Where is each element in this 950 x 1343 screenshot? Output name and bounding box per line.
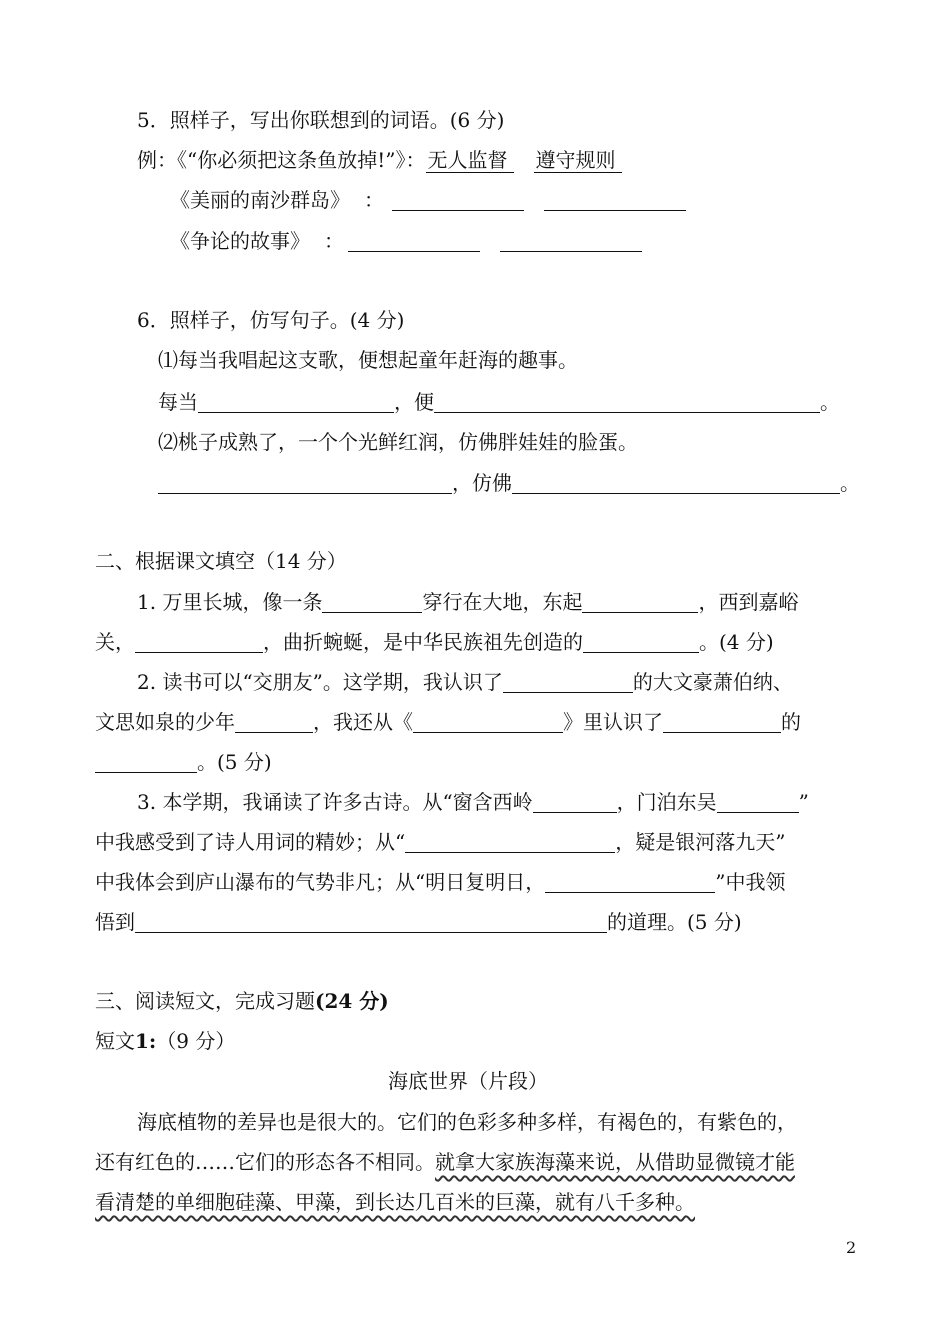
sec2-q1-blank-3[interactable] xyxy=(135,632,263,653)
sec2-q1-text-b: 穿行在大地，东起 xyxy=(422,590,583,614)
q6-rewrite-2-blank-2[interactable] xyxy=(512,473,840,494)
q5-example-answer-2: 遵守规则 xyxy=(534,150,622,173)
q6-rewrite-1-prefix: 每当 xyxy=(158,390,198,414)
sec2-q1-text-d: 关， xyxy=(95,630,135,654)
q5-item-2-blank-2[interactable] xyxy=(500,231,642,252)
sec2-q2-blank-1[interactable] xyxy=(503,672,633,693)
section-3-score: (24 分) xyxy=(315,989,389,1013)
q5-item-2-label: 《争论的故事》 xyxy=(170,229,310,253)
q5-item-1-blank-1[interactable] xyxy=(392,190,524,211)
sec2-q3-text-c: ” xyxy=(798,790,809,814)
sec2-q2-blank-4[interactable] xyxy=(663,712,781,733)
q5-example-answer-1: 无人监督 xyxy=(426,150,514,173)
q5-item-1-blank-2[interactable] xyxy=(544,190,686,211)
sec2-q3-text-g: ”中我领 xyxy=(715,870,786,894)
section-2-title: 二、根据课文填空（14 分） xyxy=(95,549,347,573)
sec2-q2-text-d: ，我还从《 xyxy=(313,710,413,734)
sec2-q2-text-c: 文思如泉的少年 xyxy=(95,710,235,734)
sec2-q1-text-c: ，西到嘉峪 xyxy=(698,590,799,614)
q6-rewrite-2-blank-1[interactable] xyxy=(158,473,452,494)
q5-item-2-blank-1[interactable] xyxy=(348,231,480,252)
q5-example xyxy=(137,150,622,173)
sec2-q2-blank-2[interactable] xyxy=(235,712,313,733)
passage-1-title: 海底世界（片段） xyxy=(388,1069,548,1093)
sec2-q3-blank-2[interactable] xyxy=(717,792,799,813)
q5-title: 5．照样子，写出你联想到的词语。(6 分) xyxy=(137,108,505,132)
sec2-q3-text-a: 3. 本学期，我诵读了许多古诗。从“窗含西岭 xyxy=(137,790,533,814)
sec2-q1-text-e: ，曲折蜿蜒，是中华民族祖先创造的 xyxy=(263,630,583,654)
sec2-q3-line-4 xyxy=(95,912,742,933)
q6-rewrite-1-blank-2[interactable] xyxy=(434,392,820,413)
q5-item-1 xyxy=(170,190,686,211)
sec2-q1-blank-4[interactable] xyxy=(583,632,699,653)
q6-rewrite-1-period: 。 xyxy=(820,390,840,414)
sec2-q2-text-b: 的大文豪萧伯纳、 xyxy=(632,670,793,694)
section-3-title xyxy=(95,991,389,1011)
sec2-q3-line-1 xyxy=(137,792,809,813)
sec2-q1-blank-1[interactable] xyxy=(322,592,422,613)
sec2-q1-line-1 xyxy=(137,592,798,613)
sec2-q2-line-3 xyxy=(95,752,272,773)
sec2-q3-blank-1[interactable] xyxy=(533,792,617,813)
sec2-q3-text-e: ，疑是银河落九天” xyxy=(615,830,786,854)
sec2-q1-text-a: 1. 万里长城，像一条 xyxy=(137,590,323,614)
q6-rewrite-1-blank-1[interactable] xyxy=(198,392,394,413)
q6-rewrite-1-mid: ，便 xyxy=(394,390,434,414)
passage-1-para-line-2 xyxy=(95,1152,795,1172)
sec2-q2-blank-5[interactable] xyxy=(95,752,197,773)
passage-1-number: 1: xyxy=(135,1029,157,1053)
passage-1-text-underlined-2: 看清楚的单细胞硅藻、甲藻，到长达几百米的巨藻，就有八千多种。 xyxy=(95,1190,695,1214)
sec2-q3-text-f: 中我体会到庐山瀑布的气势非凡；从“明日复明日， xyxy=(95,870,546,894)
sec2-q3-text-h: 悟到 xyxy=(95,910,135,934)
passage-1-score: （9 分） xyxy=(156,1029,236,1053)
sec2-q2-text-a: 2. 读书可以“交朋友”。这学期，我认识了 xyxy=(137,670,503,694)
passage-1-text-plain: 还有红色的……它们的形态各不相同。 xyxy=(95,1150,435,1174)
sec2-q1-score: 。(4 分) xyxy=(699,630,774,654)
sec2-q3-blank-5[interactable] xyxy=(135,912,607,933)
q6-sentence-2: ⑵桃子成熟了，一个个光鲜红润，仿佛胖娃娃的脸蛋。 xyxy=(158,430,638,454)
q6-rewrite-2-period: 。 xyxy=(840,471,860,495)
section-3-title-text: 三、阅读短文，完成习题 xyxy=(95,989,315,1013)
sec2-q3-blank-3[interactable] xyxy=(405,832,615,853)
passage-1-label xyxy=(95,1031,235,1051)
passage-1-label-text: 短文 xyxy=(95,1029,135,1053)
page-number: 2 xyxy=(846,1238,857,1257)
q6-title: 6．照样子，仿写句子。(4 分) xyxy=(137,308,405,332)
sec2-q2-text-e: 》里认识了 xyxy=(563,710,663,734)
q6-rewrite-2-mid: ，仿佛 xyxy=(452,471,512,495)
sec2-q3-line-3 xyxy=(95,872,785,893)
sec2-q1-blank-2[interactable] xyxy=(582,592,698,613)
q6-sentence-1: ⑴每当我唱起这支歌，便想起童年赶海的趣事。 xyxy=(158,348,578,372)
sec2-q3-score: 的道理。(5 分) xyxy=(607,910,742,934)
sec2-q2-line-1 xyxy=(137,672,793,693)
sec2-q3-text-b: ，门泊东吴 xyxy=(616,790,717,814)
sec2-q2-line-2 xyxy=(95,712,801,733)
sec2-q2-blank-3[interactable] xyxy=(413,712,563,733)
passage-1-para-line-1: 海底植物的差异也是很大的。它们的色彩多种多样，有褐色的，有紫色的， xyxy=(137,1110,797,1134)
q6-rewrite-2 xyxy=(158,473,860,494)
sec2-q2-score: 。(5 分) xyxy=(197,750,272,774)
q6-rewrite-1 xyxy=(158,392,840,413)
q5-item-2 xyxy=(170,231,642,252)
passage-1-para-line-3 xyxy=(95,1192,695,1212)
sec2-q3-blank-4[interactable] xyxy=(545,872,715,893)
sec2-q2-text-f: 的 xyxy=(781,710,801,734)
q5-colon-1: ： xyxy=(364,188,384,212)
q5-item-1-label: 《美丽的南沙群岛》 xyxy=(170,188,350,212)
sec2-q3-line-2 xyxy=(95,832,785,853)
sec2-q3-text-d: 中我感受到了诗人用词的精妙；从“ xyxy=(95,830,406,854)
q5-colon-2: ： xyxy=(324,229,344,253)
q5-example-prefix: 例：《“你必须把这条鱼放掉!”》： xyxy=(137,148,426,172)
sec2-q1-line-2 xyxy=(95,632,774,653)
passage-1-text-underlined-1: 就拿大家族海藻来说，从借助显微镜才能 xyxy=(435,1150,795,1174)
